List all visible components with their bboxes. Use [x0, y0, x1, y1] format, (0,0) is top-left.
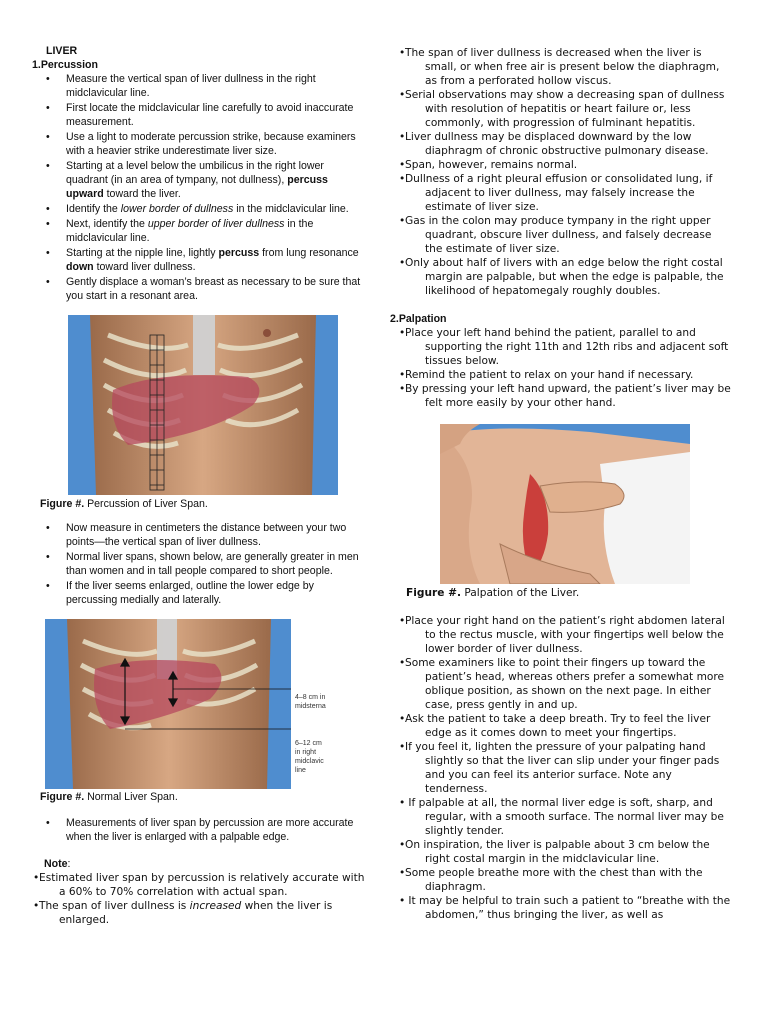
annotation-line: line [295, 767, 306, 774]
palpation-steps-list [392, 326, 732, 410]
bold-text: percuss [218, 247, 260, 259]
bold-text: percuss upward [66, 174, 328, 200]
figure-caption [40, 790, 365, 804]
text: from lung resonance [259, 247, 359, 259]
list-item: • By pressing your left hand upward, the patient’s liver may be felt more easily by your other hand. [392, 382, 732, 410]
note-heading [40, 857, 365, 871]
text: toward liver dullness. [93, 261, 196, 273]
list-item: • Measurements of liver span by percussion are more accurate when the liver is enlarged with a palpable edge. [40, 816, 365, 844]
section-number: 2. [390, 313, 399, 325]
list-item: • If you feel it, lighten the pressure of your palpating hand slightly so that the liver can slip under your finger pads and you can feel its anterior surface. Note any tenderness. [392, 740, 732, 796]
figure-caption-text: Normal Liver Span. [84, 791, 178, 803]
text: in the midclavicular line. [66, 218, 314, 244]
section-title: Palpation [398, 313, 447, 325]
right-column [392, 46, 732, 922]
figure-caption-text: Percussion of Liver Span. [84, 498, 208, 510]
accuracy-list [40, 816, 365, 844]
annotation-midsternal-span [295, 693, 326, 711]
list-item: • Gas in the colon may produce tympany in the right upper quadrant, obscure liver dullness, and falsely decrease the estimate of liver size. [392, 214, 732, 256]
annotation-line: midclavic [295, 758, 324, 765]
palpation-photo-illustration [440, 424, 690, 584]
text: Next, identify the [66, 218, 148, 230]
list-item: • Gently displace a woman’s breast as necessary to be sure that you start in a resonant area. [40, 275, 365, 303]
text: The span of liver dullness is [39, 900, 190, 912]
list-item: • Some examiners like to point their fingers up toward the patient’s head, whereas others prefer a somewhat more oblique position, as shown on the next page. In either case, press gently in and up. [392, 656, 732, 712]
liver-span-list [40, 521, 365, 607]
percussion-steps-list [40, 72, 365, 303]
page-title: LIVER [46, 45, 78, 57]
list-item: • Ask the patient to take a deep breath. Try to feel the liver edge as it comes down to meet your fingertips. [392, 712, 732, 740]
figure-caption [406, 586, 732, 600]
list-item: • Estimated liver span by percussion is relatively accurate with a 60% to 70% correlation with actual span. [26, 871, 365, 899]
list-item: • Dullness of a right pleural effusion or consolidated lung, if adjacent to liver dullness, may falsely increase the estimate of liver size. [392, 172, 732, 214]
list-item: • Now measure in centimeters the distance between your two points—the vertical span of liver dullness. [40, 521, 365, 549]
text: in the midclavicular line. [233, 203, 349, 215]
torso-percussion-illustration [68, 315, 338, 495]
annotation-line: 6–12 cm [295, 740, 322, 747]
annotation-line: midsterna [295, 703, 326, 710]
figure-caption [40, 497, 365, 511]
list-item: • First locate the midclavicular line carefully to avoid inaccurate measurement. [40, 101, 365, 129]
list-item: • It may be helpful to train such a patient to “breathe with the abdomen,” thus bringing the liver, as well as [392, 894, 732, 922]
italic-text: increased [189, 900, 242, 912]
list-item: • Serial observations may show a decreasing span of dullness with resolution of hepatitis or heart failure or, less commonly, with progression of fulminant hepatitis. [392, 88, 732, 130]
figure-label: Figure #. [40, 791, 85, 803]
list-item [40, 202, 365, 216]
list-item: • Measure the vertical span of liver dullness in the right midclavicular line. [40, 72, 365, 100]
text: Starting at the nipple line, lightly [66, 247, 219, 259]
text: when the liver is enlarged. [59, 900, 333, 926]
figure-palpation-liver [440, 424, 690, 584]
list-item [40, 217, 365, 245]
text: toward the liver. [103, 188, 181, 200]
list-item: • Liver dullness may be displaced downward by the low diaphragm of chronic obstructive pulmonary disease. [392, 130, 732, 158]
note-label: Note [44, 858, 68, 870]
section-title: Percussion [40, 59, 98, 71]
list-item: • Use a light to moderate percussion strike, because examiners with a heavier strike underestimate liver size. [40, 130, 365, 158]
list-item: • On inspiration, the liver is palpable about 3 cm below the right costal margin in the midclavicular line. [392, 838, 732, 866]
note-colon: : [67, 858, 71, 870]
list-item: • Remind the patient to relax on your hand if necessary. [392, 368, 732, 382]
section-heading-palpation [390, 312, 732, 326]
note-list [26, 871, 365, 927]
list-item [26, 899, 365, 927]
list-item: • If the liver seems enlarged, outline the lower edge by percussing medially and laterally. [40, 579, 365, 607]
figure-normal-liver-span [45, 619, 345, 789]
section-number: 1. [32, 59, 41, 71]
list-item: • Place your left hand behind the patient, parallel to and supporting the right 11th and 12th ribs and adjacent soft tissues below. [392, 326, 732, 368]
italic-text: lower border of dullness [120, 203, 234, 215]
list-item: • Some people breathe more with the chest than with the diaphragm. [392, 866, 732, 894]
note-section [26, 871, 365, 927]
annotation-line: in right [295, 749, 317, 756]
list-item: • Normal liver spans, shown below, are generally greater in men than women and in tall people compared to short people. [40, 550, 365, 578]
palpation-technique-list [392, 614, 732, 922]
list-item: • The span of liver dullness is decreased when the liver is small, or when free air is present below the diaphragm, as from a perforated hollow viscus. [392, 46, 732, 88]
figure-caption-text: Palpation of the Liver. [461, 587, 580, 599]
italic-text: upper border of liver dullness [147, 218, 285, 230]
figure-label: Figure #. [40, 498, 85, 510]
list-item: • Span, however, remains normal. [392, 158, 732, 172]
list-item [40, 246, 365, 274]
figure-percussion-liver-span [68, 315, 338, 495]
text: Starting at a level below the umbilicus in the right lower quadrant (in an area of tympany, not dullness), [66, 160, 324, 186]
list-item: • If palpable at all, the normal liver edge is soft, sharp, and regular, with a smooth surface. The normal liver may be slightly tender. [392, 796, 732, 838]
list-item: • Only about half of livers with an edge below the right costal margin are palpable, but when the edge is palpable, the likelihood of hepatomegaly roughly doubles. [392, 256, 732, 298]
annotation-line: 4–8 cm in [295, 694, 326, 701]
dullness-findings-list [392, 46, 732, 298]
section-heading-percussion [32, 58, 365, 72]
list-item [40, 159, 365, 201]
left-column [32, 44, 365, 927]
list-item: • Place your right hand on the patient’s right abdomen lateral to the rectus muscle, with your fingertips well below the lower border of liver dullness. [392, 614, 732, 656]
bold-text: down [66, 261, 94, 273]
annotation-midclavicular-span [295, 739, 324, 775]
figure-label: Figure #. [406, 587, 461, 599]
text: Identify the [66, 203, 121, 215]
